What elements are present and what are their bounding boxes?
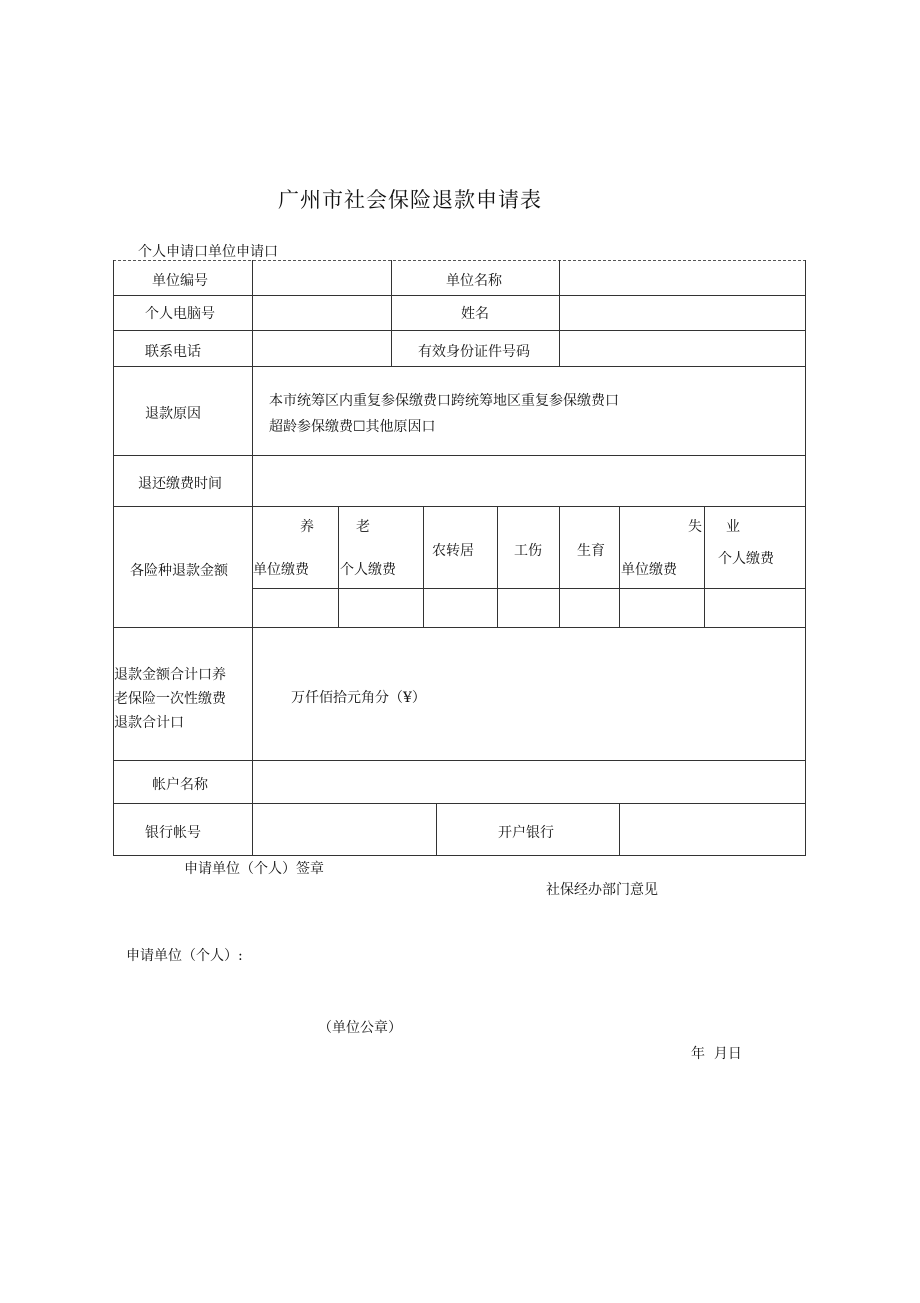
date-label: 年 月日: [691, 1046, 742, 1062]
personal-no-label: 个人电脑号: [145, 306, 215, 322]
unit-code-label: 单位编号: [152, 273, 208, 289]
id-number-label: 有效身份证件号码: [418, 344, 530, 360]
dept-opinion: 社保经办部门意见: [546, 882, 658, 898]
account-name-label: 帐户名称: [152, 777, 208, 793]
unemp-a: 失: [688, 519, 702, 535]
unemp-unit-pay: 单位缴费: [621, 562, 677, 578]
bank-account-label: 银行帐号: [145, 825, 201, 841]
amounts-label: 各险种退款金额: [130, 563, 228, 579]
unit-seal: （单位公章）: [318, 1020, 402, 1036]
refund-reason-label: 退款原因: [145, 406, 201, 422]
pension-b: 老: [356, 519, 370, 535]
reason-line-1: 本市统筹区内重复参保缴费口跨统筹地区重复参保缴费口: [269, 393, 619, 409]
pension-a: 养: [300, 519, 314, 535]
refund-period-label: 退还缴费时间: [138, 476, 222, 492]
reason-line-2: 超龄参保缴费☐其他原因口: [269, 419, 436, 435]
maternity-label: 生育: [577, 543, 605, 559]
applicant-label: 申请单位（个人）:: [126, 948, 243, 964]
unit-name-label: 单位名称: [446, 273, 502, 289]
injury-label: 工伤: [514, 543, 542, 559]
amount-units: 万仟佰拾元角分（¥）: [291, 690, 426, 706]
name-label: 姓名: [461, 306, 489, 322]
phone-label: 联系电话: [145, 344, 201, 360]
unemp-personal-pay: 个人缴费: [718, 551, 774, 567]
pension-personal-pay: 个人缴费: [340, 562, 396, 578]
pension-unit-pay: 单位缴费: [253, 562, 309, 578]
total-label-2: 老保险一次性缴费: [114, 691, 226, 707]
bank-label: 开户银行: [498, 825, 554, 841]
rural-urban-label: 农转居: [432, 543, 474, 559]
total-label-3: 退款合计口: [114, 715, 184, 731]
unemp-b: 业: [726, 519, 740, 535]
seal-label: 申请单位（个人）签章: [184, 861, 324, 877]
apply-type: 个人申请口单位申请口: [138, 244, 278, 260]
form-title: 广州市社会保险退款申请表: [278, 188, 542, 212]
total-label-1: 退款金额合计口养: [114, 667, 226, 683]
